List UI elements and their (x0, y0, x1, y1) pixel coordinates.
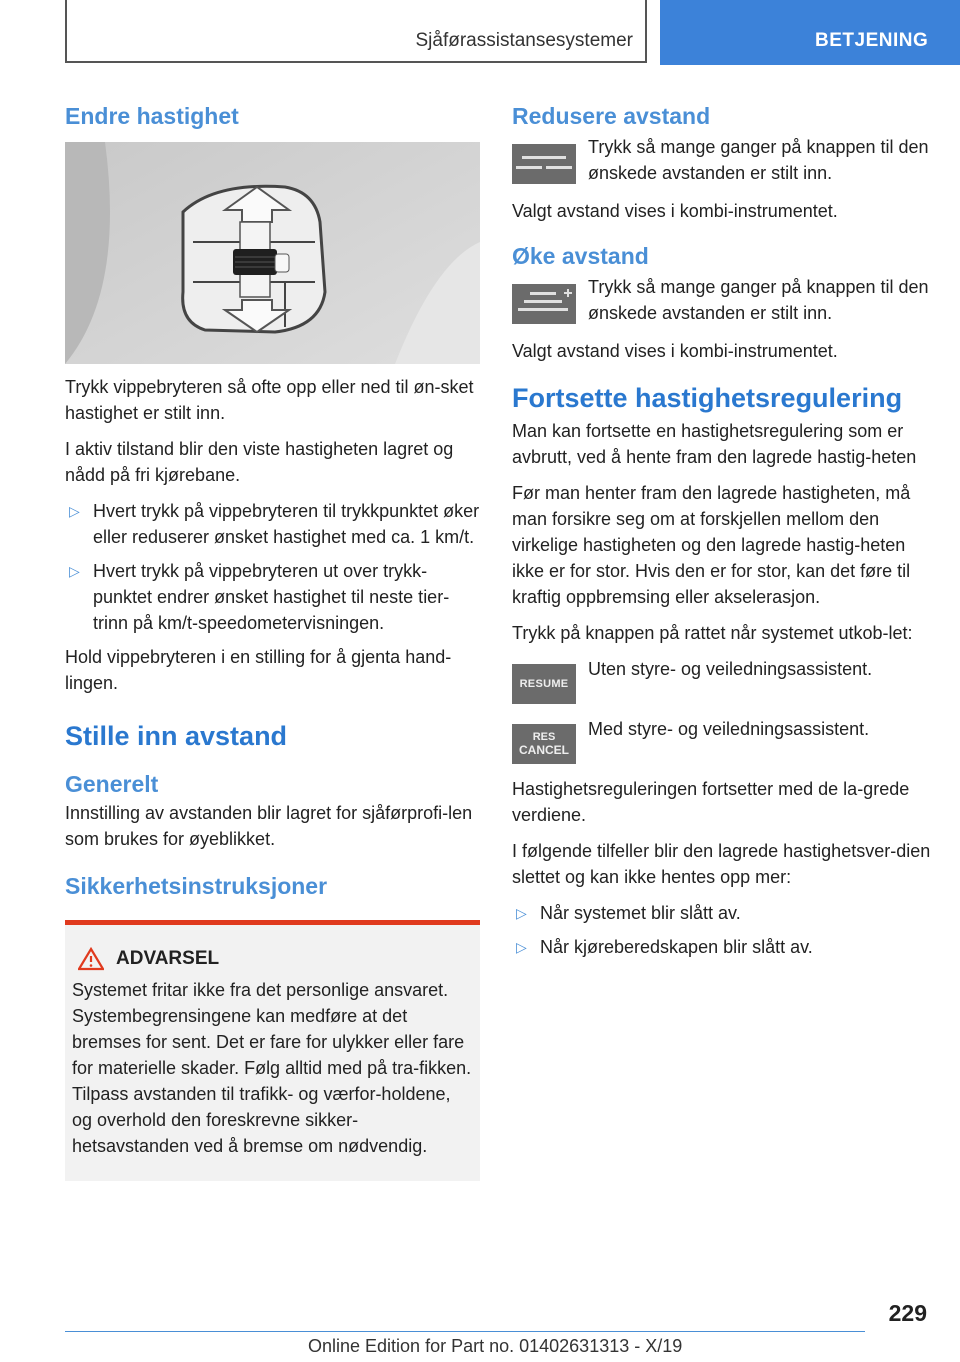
heading-generelt: Generelt (65, 771, 159, 797)
triangle-bullet-icon: ▷ (516, 939, 527, 955)
redusere-row (512, 134, 932, 186)
warning-title: ADVARSEL (116, 948, 220, 969)
resume-text: Uten styre- og veiledningsassistent. (588, 659, 873, 679)
header-section-label: BETJENING (815, 30, 929, 51)
list-item: ▷ Når kjøreberedskapen blir slått av. (512, 934, 932, 960)
redusere-text: Trykk så mange ganger på knappen til den ønskede avstanden er stilt inn. (588, 137, 929, 183)
heading-redusere-avstand: Redusere avstand (512, 103, 711, 129)
warning-text: Systemet fritar ikke fra det personlige ansvaret. Systembegrensingene kan medføre at det bremses for sent. Det er fare for ulykker eller fare for materielle skader. Følg alltid med på tra-fikken. Tilpass avstanden til trafikk- og værfor-holdene, og overhold den foreskrevne sikker-hetsavstanden ved å bremse om nødvendig. (72, 980, 472, 1156)
heading-sikkerhetsinstruksjoner: Sikkerhetsinstruksjoner (65, 873, 328, 899)
header-title-box (65, 0, 647, 63)
heading-endre-hastighet: Endre hastighet (65, 103, 239, 129)
paragraph-vippebryter: Trykk vippebryteren så ofte opp eller ned til øn-sket hastighet er stilt inn. (65, 377, 474, 423)
paragraph-innstilling: Innstilling av avstanden blir lagret for sjåførprofi-len som brukes for øyeblikket. (65, 803, 473, 849)
heading-oke-avstand: Øke avstand (512, 243, 649, 269)
res-cancel-button-icon: RES CANCEL (512, 724, 576, 764)
list-item: ▷ Hvert trykk på vippebryteren til trykkpunktet øker eller reduserer ønsket hastighet med ca. 1 km/t. (65, 498, 480, 550)
warning-triangle-icon (78, 947, 104, 971)
paragraph-aktiv-tilstand: I aktiv tilstand blir den viste hastigheten lagret og nådd på fri kjørebane. (65, 439, 454, 485)
paragraph-fortsette-2: Før man henter fram den lagrede hastigheten, må man forsikre seg om at forskjellen mellom den virkelige hastigheten og den lagrede hastig-heten ikke er for stor. Hvis den er for stor, kan det føre til kraftig oppbremsing eller akselerasjon. (512, 483, 911, 607)
steering-wheel-rocker-switch-photo (65, 142, 480, 364)
paragraph-oke-after: Valgt avstand vises i kombi-instrumentet. (512, 341, 838, 361)
res-cancel-row (512, 716, 932, 764)
paragraph-redusere-after: Valgt avstand vises i kombi-instrumentet. (512, 201, 838, 221)
distance-decrease-icon (512, 144, 576, 184)
header-section-tab (660, 0, 960, 65)
res-cancel-text: Med styre- og veiledningsassistent. (588, 719, 870, 739)
resume-row (512, 656, 932, 704)
resume-button-icon: RESUME (512, 664, 576, 704)
paragraph-hold-vippebryter: Hold vippebryteren i en stilling for å gjenta hand-lingen. (65, 647, 452, 693)
bullet-list-right (512, 900, 932, 960)
list-item: ▷ Hvert trykk på vippebryteren ut over trykk-punktet endrer ønsket hastighet til neste tier-trinn på km/t-speedometervisningen. (65, 558, 480, 636)
footer-edition: Online Edition for Part no. 01402631313 - X/19 (308, 1336, 683, 1356)
warning-title-row (72, 947, 474, 971)
footer-divider (65, 1331, 865, 1332)
triangle-bullet-icon: ▷ (69, 563, 80, 579)
left-column (65, 100, 480, 1181)
right-column (512, 100, 932, 968)
triangle-bullet-icon: ▷ (516, 905, 527, 921)
heading-stille-inn-avstand: Stille inn avstand (65, 721, 288, 751)
paragraph-fortsette-1: Man kan fortsette en hastighetsregulering som er avbrutt, ved å hente fram den lagrede hastig-heten (512, 421, 917, 467)
oke-text: Trykk så mange ganger på knappen til den ønskede avstanden er stilt inn. (588, 277, 929, 323)
distance-increase-icon (512, 284, 576, 324)
paragraph-fortsette-3: Trykk på knappen på rattet når systemet utkob-let: (512, 623, 913, 643)
list-item: ▷ Når systemet blir slått av. (512, 900, 932, 926)
page-number: 229 (888, 1300, 927, 1326)
triangle-bullet-icon: ▷ (69, 503, 80, 519)
paragraph-fortsette-4: Hastighetsreguleringen fortsetter med de la-grede verdiene. (512, 779, 910, 825)
bullet-list-left (65, 498, 480, 636)
header-title: Sjåførassistansesystemer (415, 30, 633, 51)
paragraph-fortsette-5: I følgende tilfeller blir den lagrede hastighetsver-dien slettet og kan ikke hentes opp mer: (512, 841, 931, 887)
warning-box (65, 920, 480, 1181)
oke-row (512, 274, 932, 326)
heading-fortsette: Fortsette hastighetsregulering (512, 383, 903, 413)
